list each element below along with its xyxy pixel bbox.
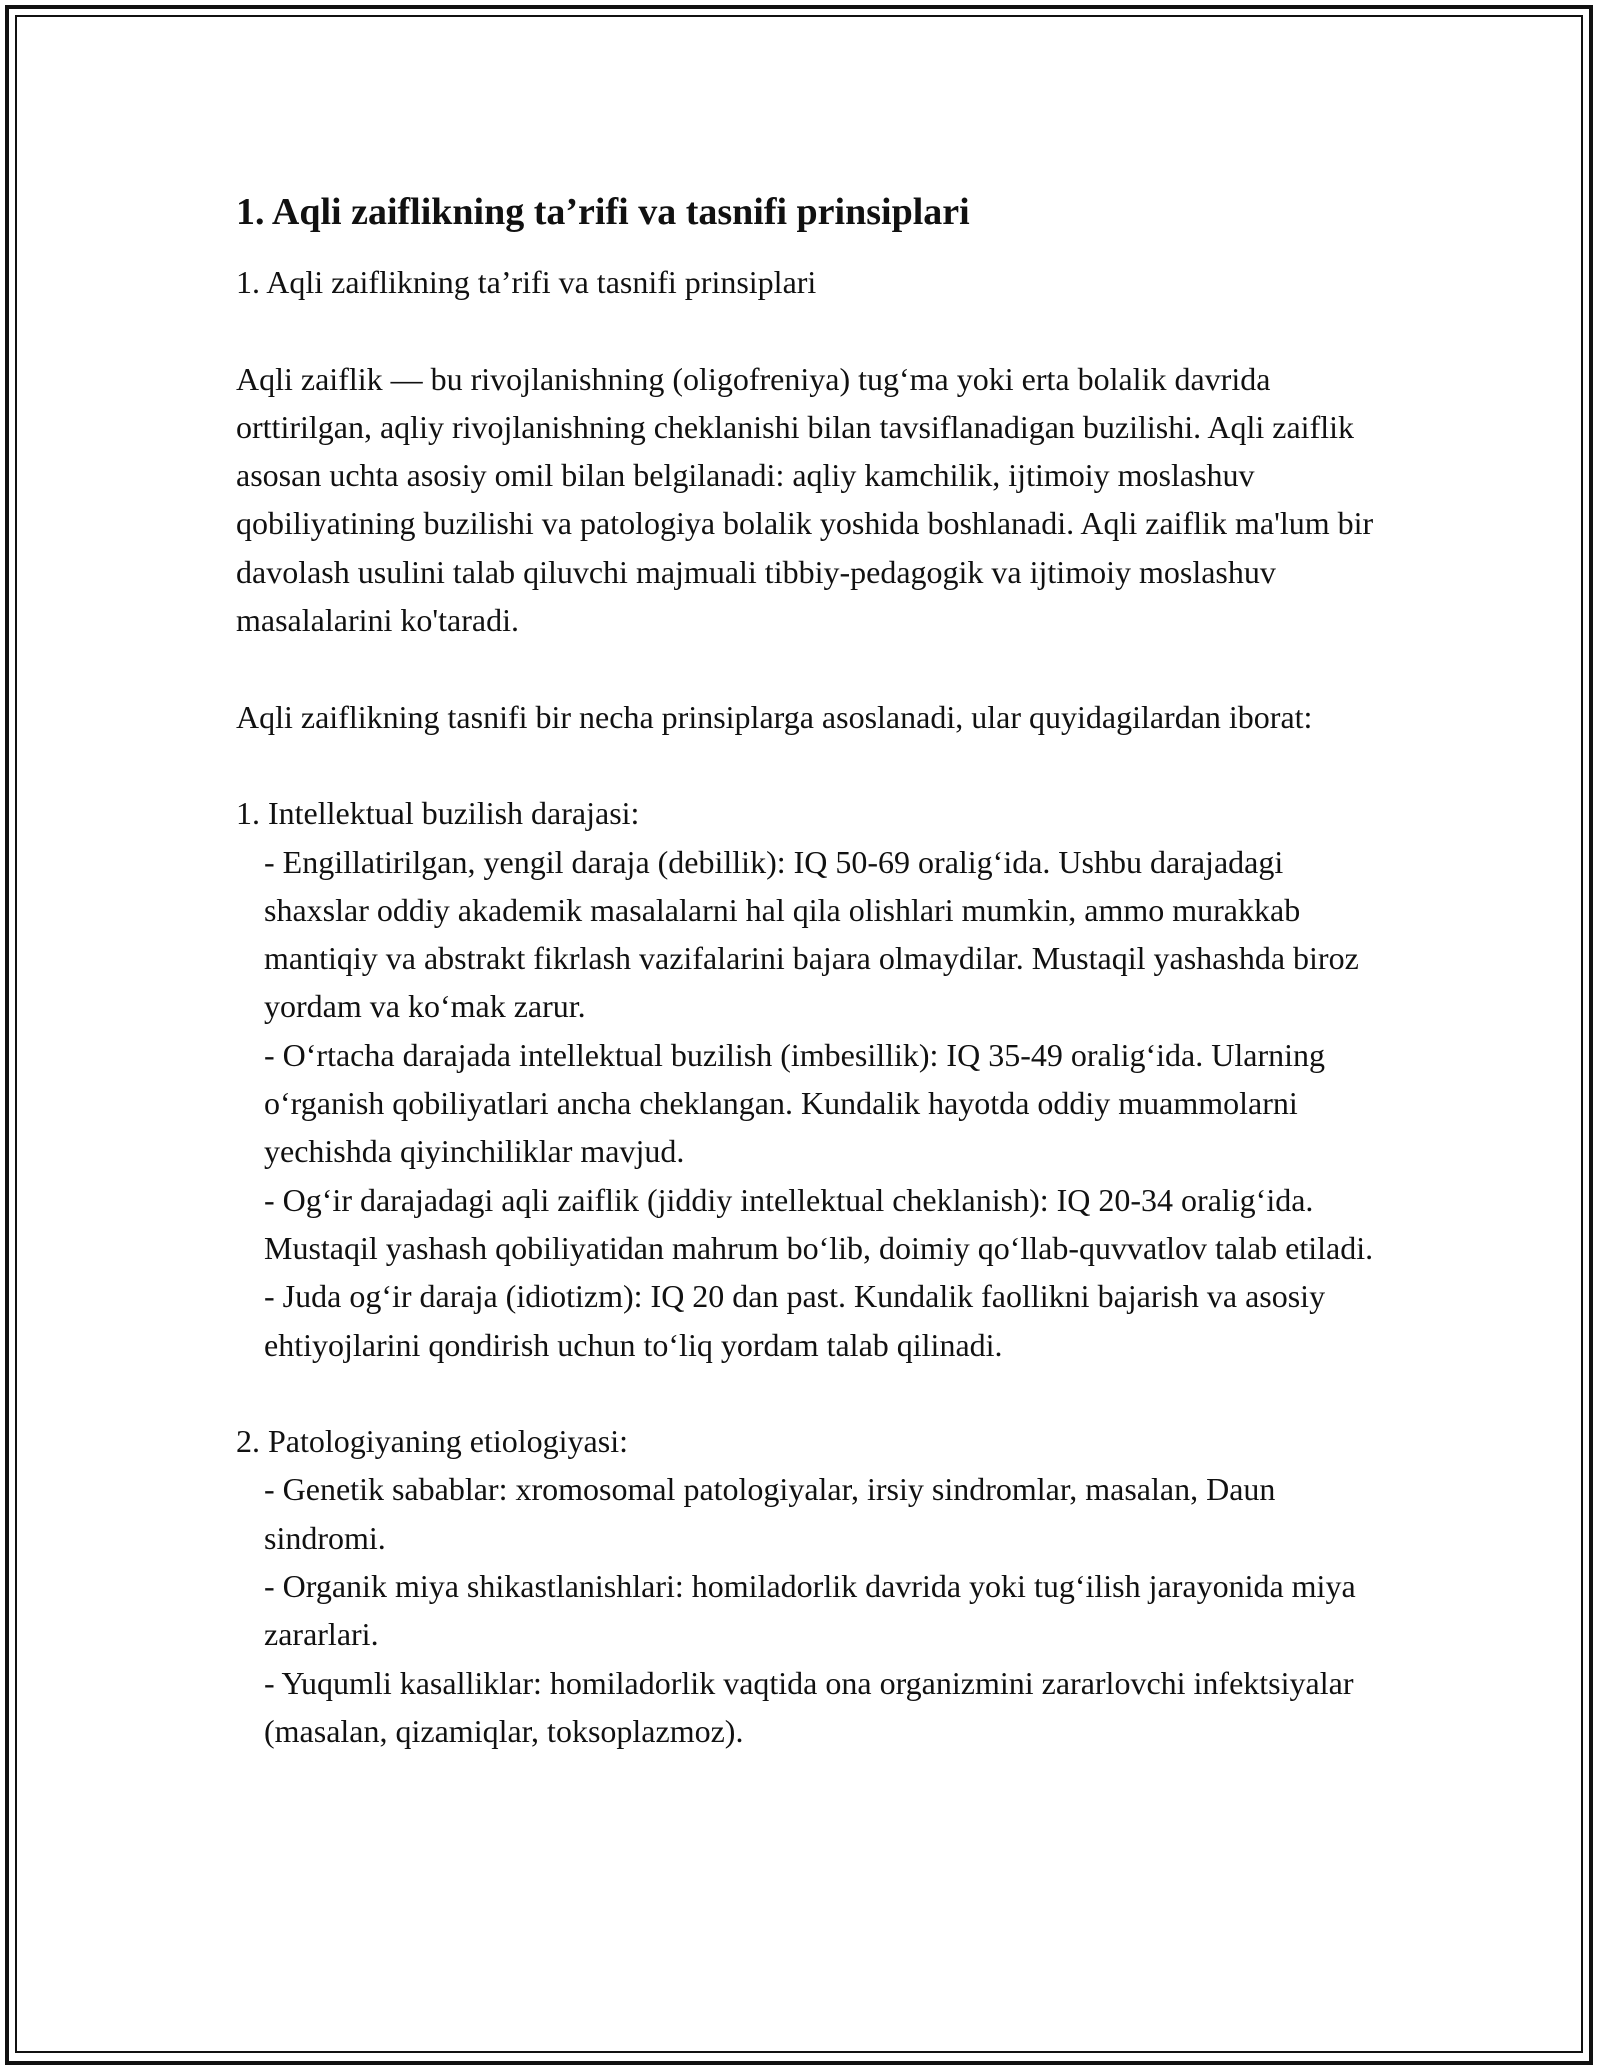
section-1-item: - Og‘ir darajadagi aqli zaiflik (jiddiy intellektual cheklanish): IQ 20-34 oralig‘ida. Mustaqil yashash qobiliyatidan mahrum bo‘lib, doimiy qo‘llab-quvvatlov talab etiladi.: [264, 1181, 1374, 1266]
section-2-item: - Genetik sabablar: xromosomal patologiyalar, irsiy sindromlar, masalan, Daun sindromi.: [264, 1471, 1276, 1556]
paragraph-gap: [236, 306, 1396, 354]
section-1-item: - O‘rtacha darajada intellektual buzilish (imbesillik): IQ 35-49 oralig‘ida. Ularning o‘rganish qobiliyatlari ancha cheklangan. Kundalik hayotda oddiy muammolarni yechishda qiyinchiliklar mavjud.: [264, 1036, 1325, 1170]
document-subheading: 1. Aqli zaiflikning ta’rifi va tasnifi prinsiplari: [236, 264, 817, 300]
document-heading: 1. Aqli zaiflikning ta’rifi va tasnifi prinsiplari: [236, 191, 970, 233]
section-1-title: 1. Intellektual buzilish darajasi:: [236, 795, 640, 832]
section-1-item: - Juda og‘ir daraja (idiotizm): IQ 20 dan past. Kundalik faollikni bajarish va asosiy ehtiyojlarini qondirish uchun to‘liq yordam talab qilinadi.: [264, 1278, 1326, 1363]
section-1-item: - Engillatirilgan, yengil daraja (debillik): IQ 50-69 oralig‘ida. Ushbu darajadagi shaxslar oddiy akademik masalalarni hal qila olishlari mumkin, ammo murakkab mantiqiy va abstrakt fikrlash vazifalarini bajara olmaydilar. Mustaqil yashashda biroz yordam va ko‘mak zarur.: [264, 843, 1359, 1025]
paragraph-gap: [236, 644, 1396, 692]
paragraph-gap: [236, 741, 1396, 789]
document-body: [236, 186, 1396, 1755]
paragraph-gap: [236, 1369, 1396, 1417]
section-2-item: - Yuqumli kasalliklar: homiladorlik vaqtida ona organizmini zararlovchi infektsiyalar (masalan, qizamiqlar, toksoplazmoz).: [264, 1664, 1354, 1749]
classification-intro: Aqli zaiflikning tasnifi bir necha prinsiplarga asoslanadi, ular quyidagilardan iborat:: [236, 698, 1313, 735]
intro-paragraph: Aqli zaiflik — bu rivojlanishning (oligofreniya) tug‘ma yoki erta bolalik davrida orttirilgan, aqliy rivojlanishning cheklanishi bilan tavsiflanadigan buzilishi. Aqli zaiflik asosan uchta asosiy omil bilan belgilanadi: aqliy kamchilik, ijtimoiy moslashuv qobiliyatining buzilishi va patologiya bolalik yoshida boshlanadi. Aqli zaiflik ma'lum bir davolash usulini talab qiluvchi majmuali tibbiy-pedagogik va ijtimoiy moslashuv masalalarini ko'taradi.: [236, 360, 1374, 639]
section-2-item: - Organik miya shikastlanishlari: homiladorlik davrida yoki tug‘ilish jarayonida miya zararlari.: [264, 1568, 1356, 1653]
section-2-title: 2. Patologiyaning etiologiyasi:: [236, 1423, 628, 1460]
